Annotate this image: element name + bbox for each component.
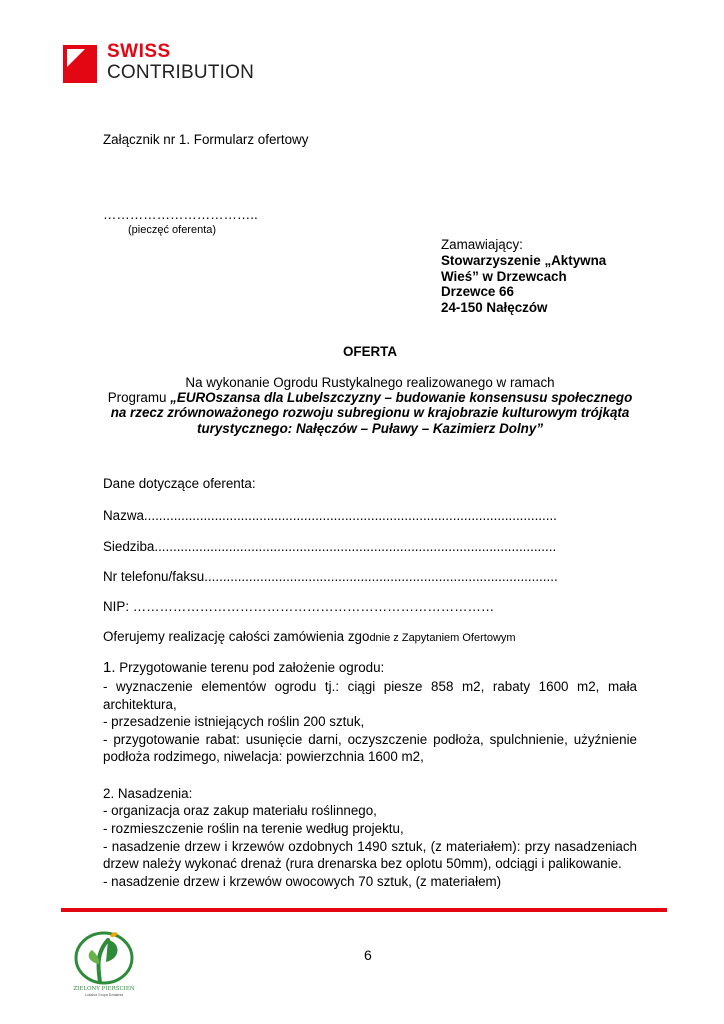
client-line: Wieś” w Drzewcach — [441, 269, 567, 284]
stamp-label: (pieczęć oferenta) — [128, 224, 217, 236]
intro-line: na rzecz zrównoważonego rozwoju subregionu w krajobrazie kulturowym trójkąta — [110, 405, 630, 420]
section2-item: - nasadzenie drzew i krzewów owocowych 70 sztuk, (z materiałem) — [103, 874, 502, 889]
section1-item: architektura, — [103, 697, 177, 712]
section1-number: 1. — [103, 659, 116, 676]
logo-contribution-text: CONTRIBUTION — [107, 62, 255, 83]
section2-item: - nasadzenie drzew i krzewów ozdobnych 1490 sztuk, (z materiałem): przy nasadzeniach — [103, 839, 637, 854]
phone-field: Nr telefonu/faksu............................................................................................... — [103, 569, 558, 584]
offer-statement-small: dnie z Zapytaniem Ofertowym — [369, 632, 516, 644]
offer-statement — [103, 628, 516, 647]
logo-caption: ZIELONY PIERŚCIEŃ — [73, 986, 135, 992]
section2-title: 2. Nasadzenia: — [103, 786, 193, 801]
section1-title-text: Przygotowanie terenu pod założenie ogrodu: — [115, 660, 385, 675]
intro-program-name: „EUROszansa dla Lubelszczyzny – budowanie konsensusu społecznego — [170, 390, 633, 405]
document-title: Załącznik nr 1. Formularz ofertowy — [103, 132, 309, 147]
nip-field: NIP: ……………………………………………………………………… — [103, 599, 495, 614]
intro-line: turystycznego: Nałęczów – Puławy – Kazimierz Dolny” — [196, 421, 544, 436]
logo-subcaption: Lokalna Grupa Działania — [84, 993, 124, 997]
section1-item: podłoża rodzimego, niwelacja: powierzchnia 1600 m2, — [103, 749, 424, 764]
green-ring-logo-icon — [70, 928, 138, 994]
seat-field: Siedziba............................................................................................................ — [103, 539, 557, 554]
logo-swiss-text: SWISS — [107, 41, 171, 62]
client-line: 24-150 Nałęczów — [441, 300, 548, 315]
name-field: Nazwa............................................................................................................... — [103, 508, 557, 523]
section2-item: drzew należy wykonać drenaż (rura drenarska bez oplotu 50mm), odciągi i palikowanie. — [103, 856, 622, 871]
section1-item: - przygotowanie rabat: usunięcie darni, oczyszczenie podłoża, spulchnienie, użyźnienie — [103, 732, 637, 747]
section1-item: - przesadzenie istniejących roślin 200 sztuk, — [103, 714, 365, 729]
page-number: 6 — [364, 947, 372, 963]
footer-divider — [61, 908, 667, 912]
client-line: Drzewce 66 — [441, 284, 514, 299]
section1-title — [103, 659, 384, 676]
offerer-heading: Dane dotyczące oferenta: — [103, 476, 256, 491]
offer-statement-main: Oferujemy realizację całości zamówienia zgo — [103, 629, 370, 644]
section2-item: - rozmieszczenie roślin na terenie według projektu, — [103, 821, 404, 836]
section2-item: - organizacja oraz zakup materiału roślinnego, — [103, 803, 377, 818]
intro-line: Na wykonanie Ogrodu Rustykalnego realizowanego w ramach — [185, 375, 555, 390]
intro-program-prefix: Programu — [107, 390, 171, 405]
stamp-dots: …………………………….. — [103, 207, 258, 222]
client-label: Zamawiający: — [441, 237, 523, 252]
client-line: Stowarzyszenie „Aktywna — [441, 253, 607, 268]
section1-item: - wyznaczenie elementów ogrodu tj.: ciągi piesze 858 m2, rabaty 1600 m2, mała — [103, 679, 637, 694]
swiss-flag-icon — [63, 45, 97, 83]
offer-heading: OFERTA — [342, 344, 398, 359]
